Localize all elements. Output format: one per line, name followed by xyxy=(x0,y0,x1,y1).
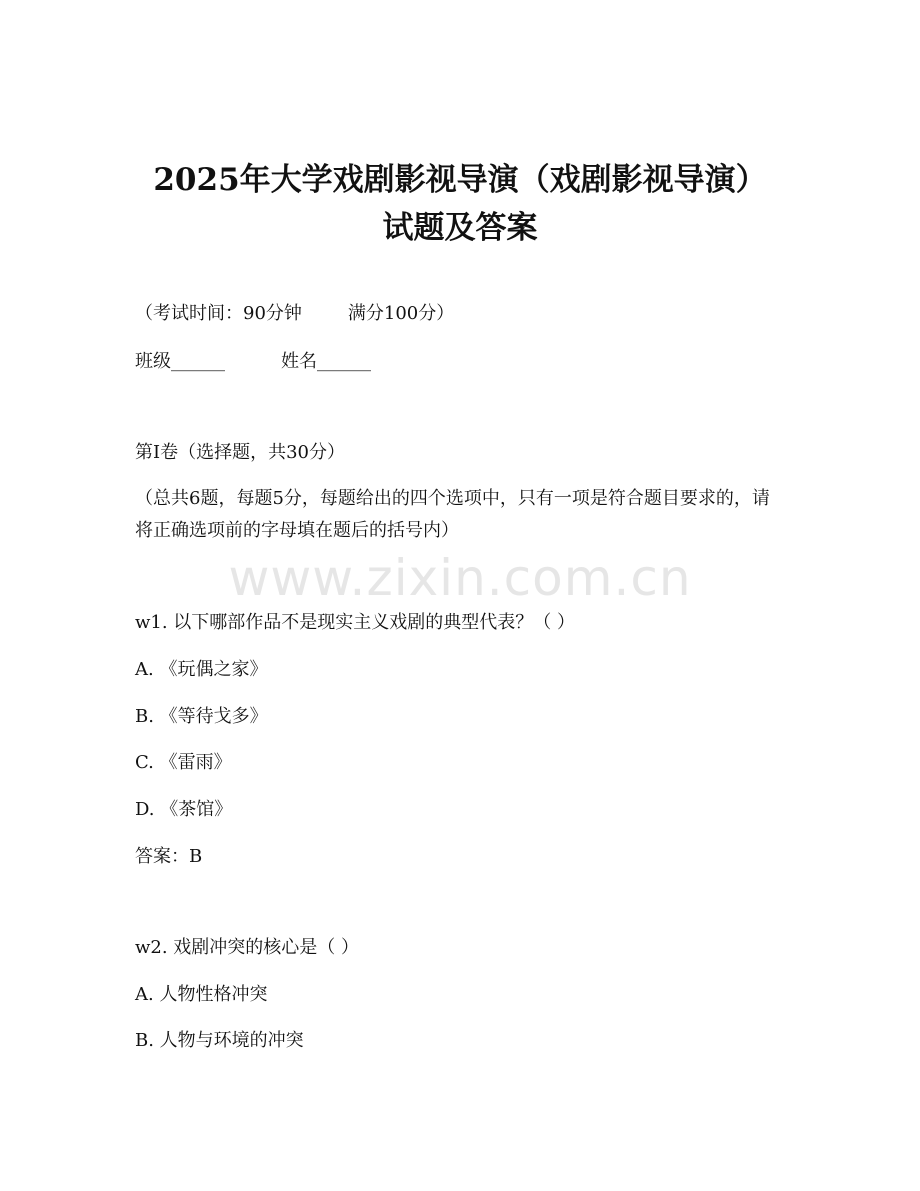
question-option: B. 人物与环境的冲突 xyxy=(135,1030,304,1051)
question-option: B. 《等待戈多》 xyxy=(135,706,268,727)
question-answer: 答案：B xyxy=(135,846,203,867)
class-field: 班级______ xyxy=(135,351,225,372)
student-info xyxy=(135,349,371,375)
exam-time: （考试时间：90分钟 xyxy=(135,303,302,324)
question-option: A. 《玩偶之家》 xyxy=(135,659,268,680)
name-field: 姓名______ xyxy=(281,351,371,372)
instructions: （总共6题，每题5分，每题给出的四个选项中，只有一项是符合题目要求的，请将正确选项前的字母填在题后的括号内） xyxy=(135,488,770,541)
question-option: D. 《茶馆》 xyxy=(135,799,233,820)
watermark: www.zixin.com.cn xyxy=(228,549,692,607)
document-title-line-2: 试题及答案 xyxy=(382,210,538,246)
question-option: C. 《雷雨》 xyxy=(135,752,232,773)
exam-info xyxy=(135,301,454,327)
question-stem: w1. 以下哪部作品不是现实主义戏剧的典型代表？（ ） xyxy=(135,612,576,633)
section-heading: 第I卷（选择题，共30分） xyxy=(135,442,346,463)
document-title-line-1: 2025年大学戏剧影视导演（戏剧影视导演） xyxy=(153,162,767,198)
full-score: 满分100分） xyxy=(347,303,455,324)
question-stem: w2. 戏剧冲突的核心是（ ） xyxy=(135,937,360,958)
question-option: A. 人物性格冲突 xyxy=(135,984,268,1005)
